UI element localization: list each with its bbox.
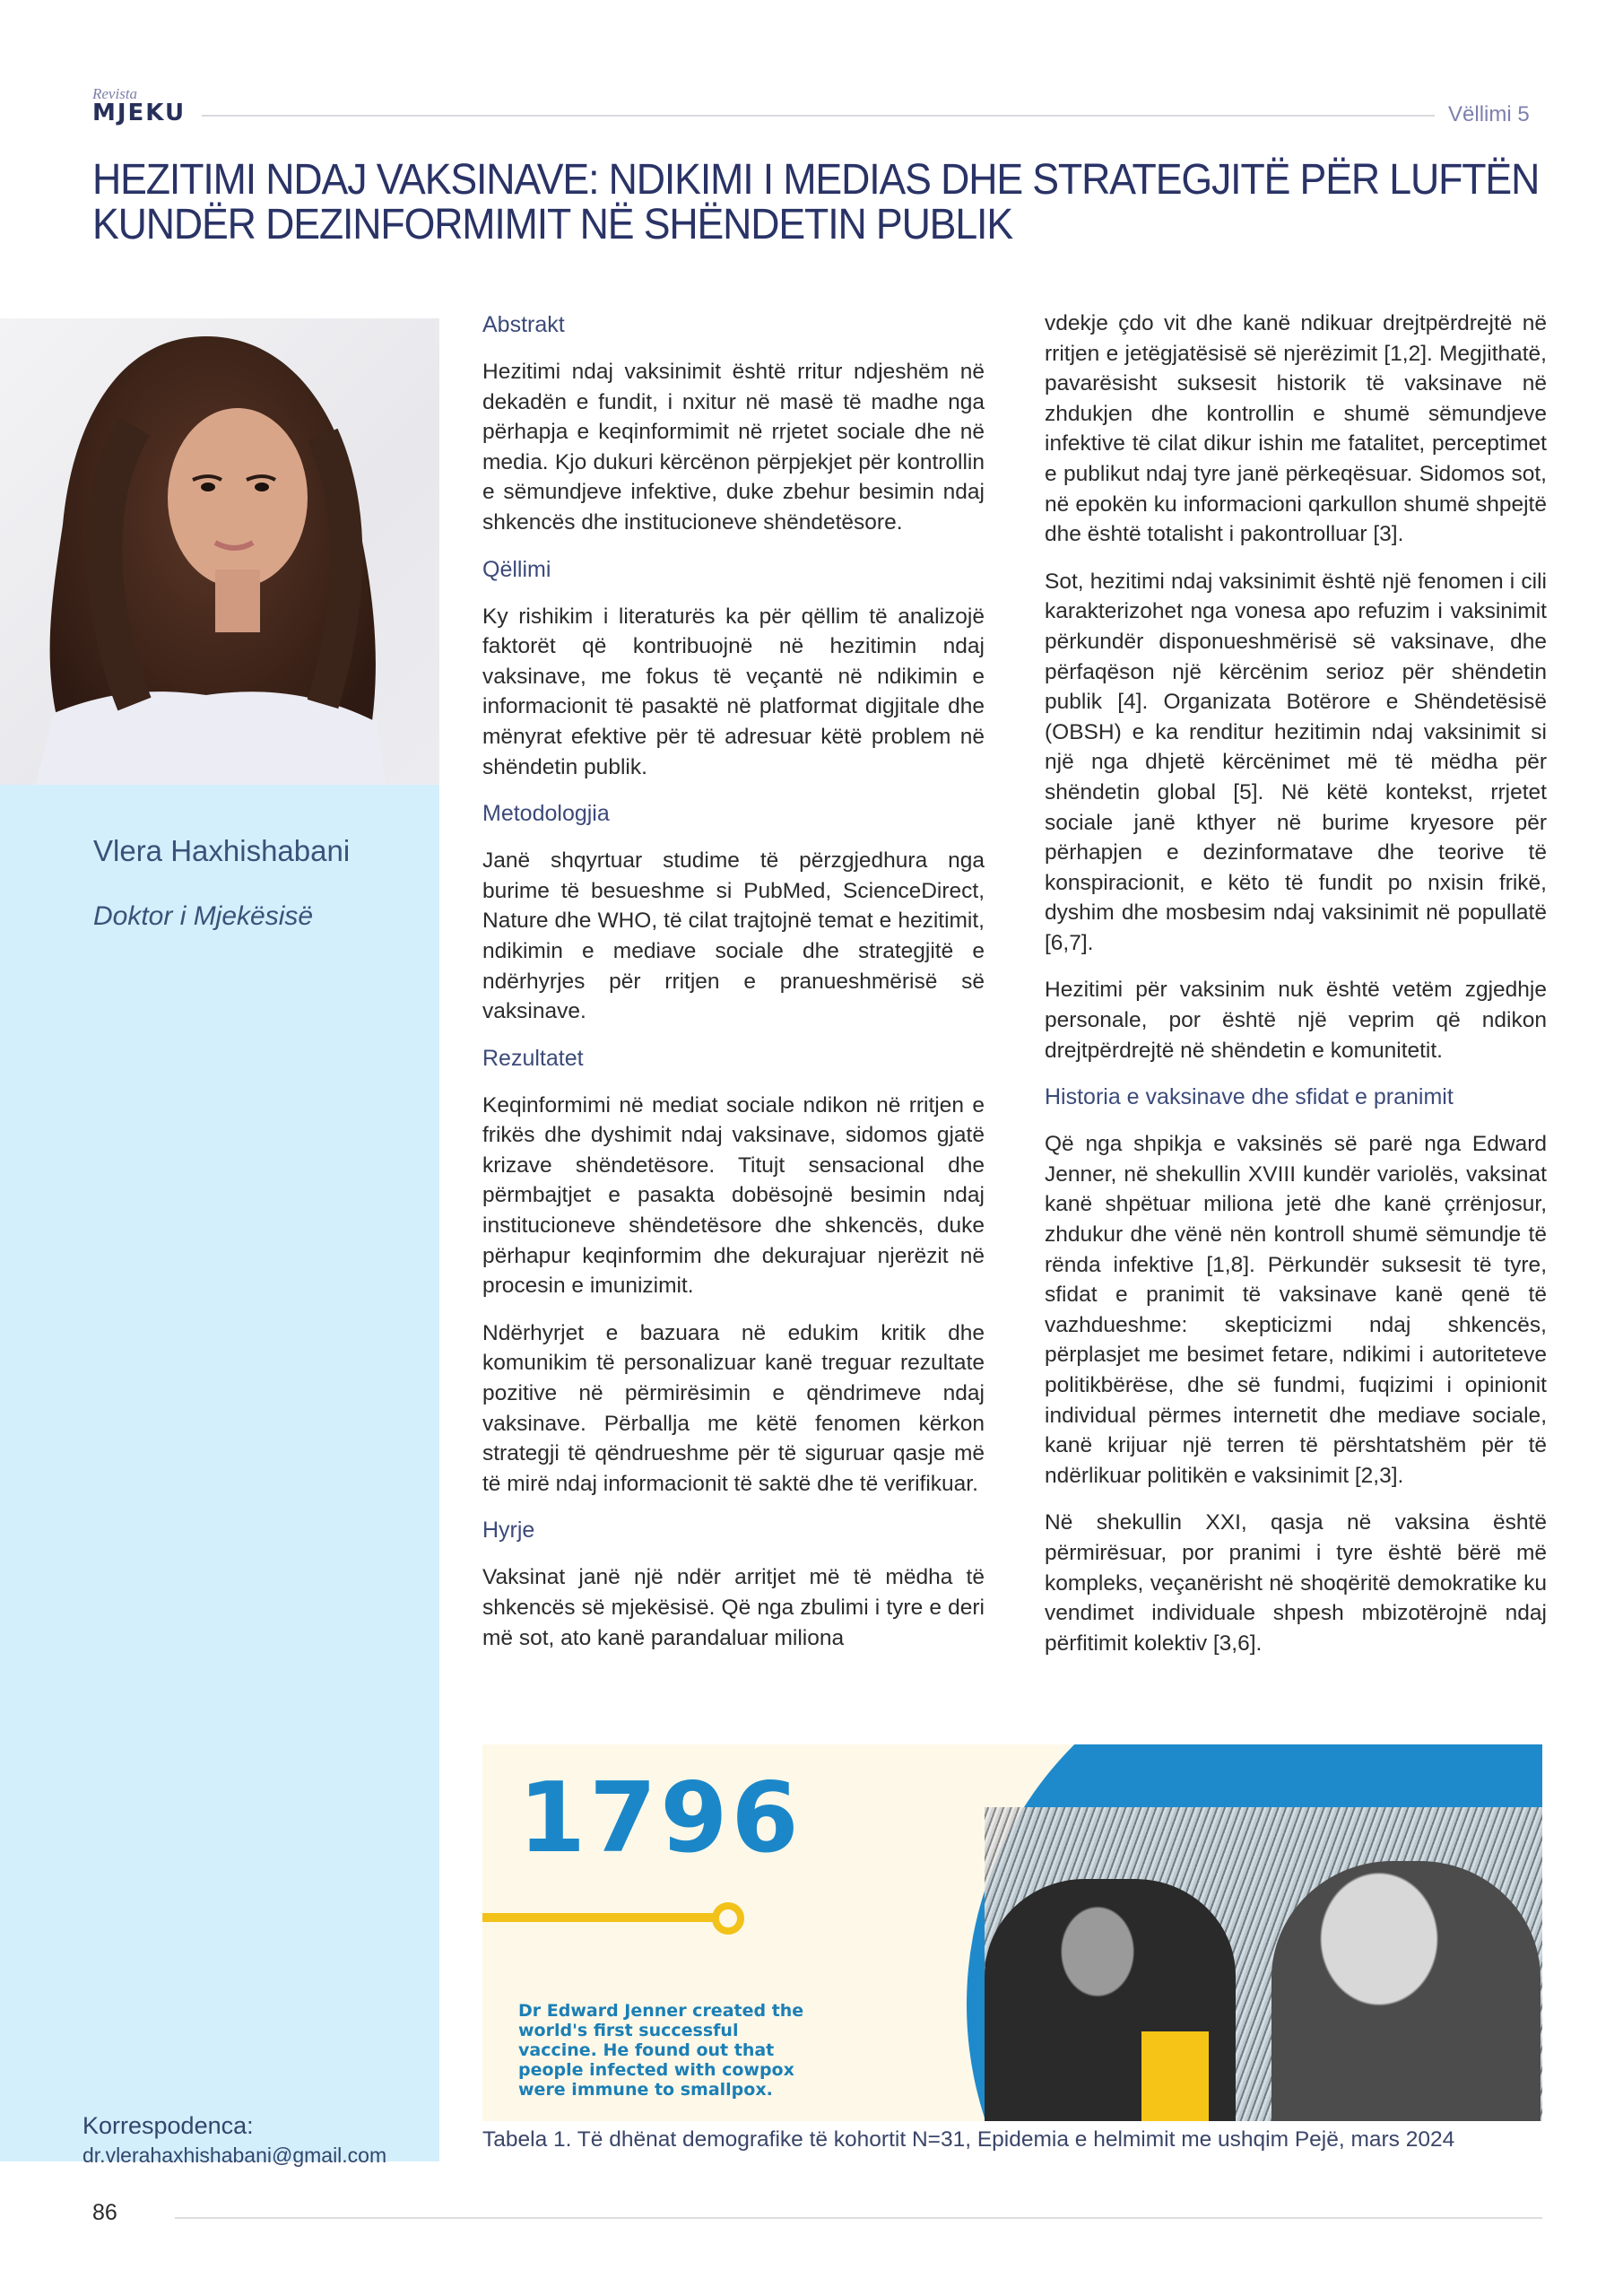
method-heading: Metodologjia xyxy=(482,801,610,827)
abstract-text: Hezitimi ndaj vaksinimit është rritur ndjeshëm në dekadën e fundit, i nxitur në masë të madhe nga përhapja e keqinformimit në rrjetet sociale dhe në media. Kjo dukuri kërcënon përpjekjet për kontrollin e sëmundjeve infektive, duke zbehur besimin ndaj shkencës dhe institucioneve shëndetësore. xyxy=(482,360,985,535)
header-divider xyxy=(202,115,1435,117)
timeline-dot-icon xyxy=(712,1902,744,1935)
aim-heading: Qëllimi xyxy=(482,556,551,582)
method-text: Janë shqyrtuar studime të përzgjedhura nga burime të besueshme si PubMed, ScienceDirect, Nature dhe WHO, të cilat trajtojnë temat e hezitimit, ndikimin e mediave sociale dhe strategjitë e ndërhyrjes për rritjen e pranueshmërisë së vaksinave. xyxy=(482,848,985,1024)
abstract-heading: Abstrakt xyxy=(482,312,565,337)
logo-mjeku: MJEKU xyxy=(92,100,187,126)
author-role: Doktor i Mjekësisë xyxy=(93,901,314,931)
volume-label: Vëllimi 5 xyxy=(1448,102,1530,126)
figure-year: 1796 xyxy=(518,1762,803,1874)
middle-column xyxy=(482,310,985,1670)
title-line-2: KUNDËR DEZINFORMIMIT NË SHËNDETIN PUBLIK xyxy=(92,201,1013,248)
figure-text: Dr Edward Jenner created the world's first successful vaccine. He found out that people infected with cowpox were immune to smallpox. xyxy=(518,2001,804,2100)
results-text-1: Keqinformimi në mediat sociale ndikon në rritjen e frikës dhe dyshimit ndaj vaksinave, sidomos gjatë krizave shëndetësore. Titujt sensacional dhe përmbajtjet e pasakta dobësojnë besimin ndaj institucioneve shëndetësore dhe shkencës, duke përhapur keqinformim dhe dekurajuar njerëzit në procesin e imunizimit. xyxy=(482,1092,985,1299)
author-portrait-illustration xyxy=(0,318,439,785)
correspondence-email[interactable]: dr.vlerahaxhishabani@gmail.com xyxy=(82,2144,387,2167)
author-sidebar xyxy=(0,785,439,2161)
intro-text: Vaksinat janë një ndër arritjet më të mëdha të shkencës së mjekësisë. Që nga zbulimi i tyre e deri më sot, ato kanë parandaluar miliona xyxy=(482,1565,985,1650)
figure-woman-child xyxy=(1271,1861,1541,2121)
footer-divider xyxy=(175,2217,1542,2219)
journal-logo xyxy=(92,86,186,125)
timeline-line xyxy=(482,1913,716,1922)
right-column xyxy=(1045,309,1547,1675)
right-para-5: Në shekullin XXI, qasja në vaksina është përmirësuar, por pranimi i tyre është bërë më kompleks, veçanërisht në shoqëritë demokratike ku vendimet individuale shpesh mbizotërojnë ndaj përfitimit kolektiv [3,6]. xyxy=(1045,1510,1547,1656)
author-photo xyxy=(0,318,439,785)
right-para-4: Që nga shpikja e vaksinës së parë nga Edward Jenner, në shekullin XVIII kundër variolës, vaksinat kanë shpëtuar miliona jetë dhe kanë çrrënjosur, zhdukur dhe vënë nën kontroll shumë sëmundje të rënda infektive [1,8]. Përkundër suksesit të tyre, sfidat e pranimit të vaksinave kanë qenë të vazhdueshme: skepticizmi ndaj shkencës, përplasjet me besimet fetare, ndikimi i autoriteteve politikbërëse, dhe së fundmi, fuqizimi i opinionit individual përmes internetit dhe mediave sociale, kanë krijuar një terren të përshtatshëm për të ndërlikuar politikën e vaksinimit [2,3]. xyxy=(1045,1132,1547,1488)
page-number: 86 xyxy=(92,2200,117,2225)
correspondence-label: Korrespodenca: xyxy=(82,2112,254,2139)
title-line-1: HEZITIMI NDAJ VAKSINAVE: NDIKIMI I MEDIAS DHE STRATEGJITË PËR LUFTËN xyxy=(92,156,1540,204)
right-para-2: Sot, hezitimi ndaj vaksinimit është një fenomen i cili karakterizohet nga vonesa apo refuzim i vaksinimit përkundër disponueshmërisë së vaksinave, dhe përfaqëson një kërcënim serioz për shëndetin publik [4]. Organizata Botërore e Shëndetësisë (OBSH) e ka renditur hezitimin ndaj vaksinimit si një nga dhjetë kërcënimet më të mëdha për shëndetin global [5]. Në këtë kontekst, rrjetet sociale janë kthyer në burime kryesore për përhapjen e dezinformatave dhe teorive të konspiracionit, e këto të fundit po nxisin frikë, dyshim dhe mosbesim ndaj vaksinimit në popullatë [6,7]. xyxy=(1045,569,1547,955)
author-name: Vlera Haxhishabani xyxy=(93,834,351,867)
figure-yellow-accent xyxy=(1141,2031,1209,2121)
logo-revista: Revista xyxy=(92,85,138,102)
history-heading: Historia e vaksinave dhe sfidat e pranimit xyxy=(1045,1084,1454,1110)
jenner-figure xyxy=(482,1744,1542,2121)
article-title xyxy=(92,156,1540,248)
aim-text: Ky rishikim i literaturës ka për qëllim të analizojë faktorët që kontribuojnë në hezitimin ndaj vaksinave, me fokus të veçantë në ndikimin e informacionit të pasaktë në platformat digjitale dhe mënyrat efektive për të adresuar këtë problem në shëndetin publik. xyxy=(482,604,985,779)
right-para-3: Hezitimi për vaksinim nuk është vetëm zgjedhje personale, por është një veprim që ndikon drejtpërdrejtë në shëndetin e komunitetit. xyxy=(1045,978,1547,1063)
results-heading: Rezultatet xyxy=(482,1045,584,1071)
right-para-1: vdekje çdo vit dhe kanë ndikuar drejtpërdrejtë në rritjen e jetëgjatësisë së njerëzimit [1,2]. Megjithatë, pavarësisht suksesit historik të vaksinave në zhdukjen dhe kontrollin e shumë sëmundjeve infektive të cilat dikur ishin me fatalitet, perceptimet e publikut ndaj tyre janë përkeqësuar. Sidomos sot, në epokën ku informacioni qarkullon shumë shpejtë dhe është totalisht i pakontrolluar [3]. xyxy=(1045,311,1547,547)
intro-heading: Hyrje xyxy=(482,1518,535,1544)
figure-caption: Tabela 1. Të dhënat demografike të kohortit N=31, Epidemia e helmimit me ushqim Pejë, mars 2024 xyxy=(482,2127,1455,2152)
results-text-2: Ndërhyrjet e bazuara në edukim kritik dhe komunikim të personalizuar kanë treguar rezultate pozitive në përmirësimin e qëndrimeve ndaj vaksinave. Përballja me këtë fenomen kërkon strategji të qëndrueshme për të siguruar qasje më të mirë ndaj informacionit të saktë dhe të verifikuar. xyxy=(482,1320,985,1496)
